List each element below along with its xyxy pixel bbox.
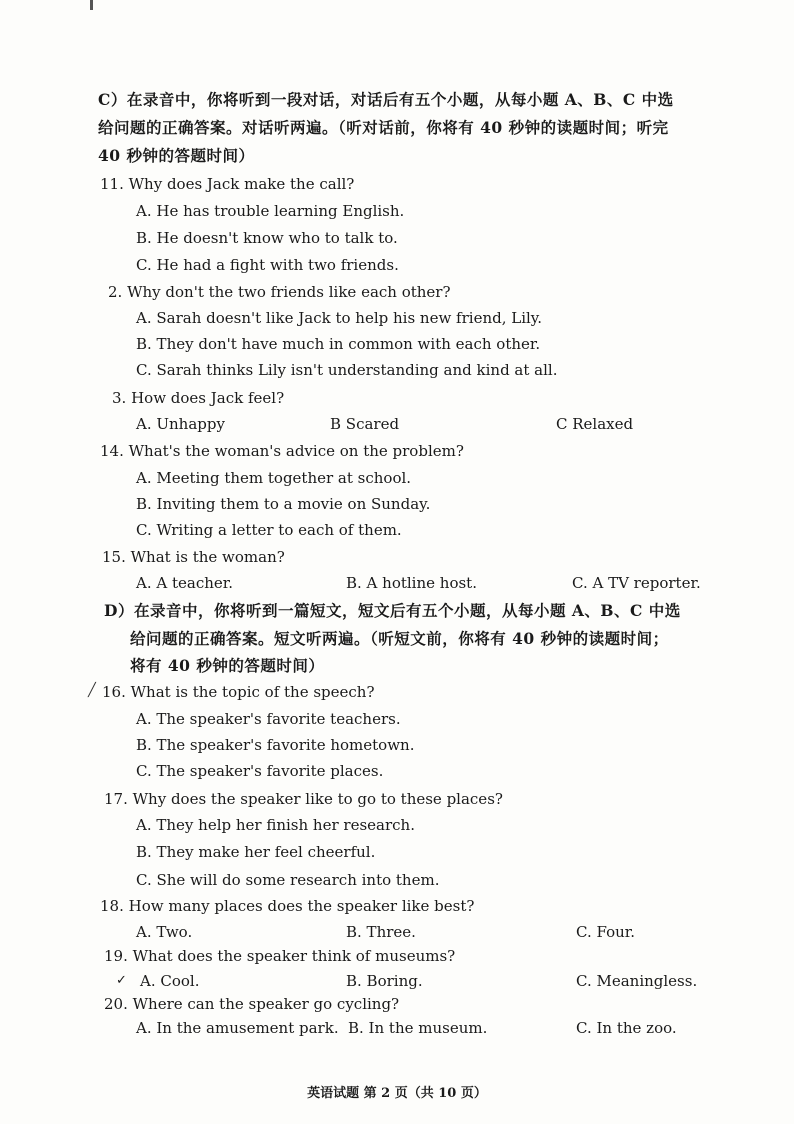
q15-option-b: B. A hotline host. — [346, 574, 477, 592]
q20-option-a: A. In the amusement park. — [136, 1019, 339, 1037]
question-16: 16. What is the topic of the speech? — [102, 683, 375, 701]
q20-options — [0, 1018, 794, 1038]
q15-option-a: A. A teacher. — [136, 574, 234, 592]
section-c-instruction-line3: 40 秒钟的答题时间） — [98, 146, 255, 165]
q16-option-b: B. The speaker's favorite hometown. — [136, 736, 415, 754]
q16-option-a: A. The speaker's favorite teachers. — [136, 710, 401, 728]
pencil-check-mark: ✓ — [116, 973, 127, 988]
question-11: 11. Why does Jack make the call? — [100, 175, 355, 193]
q11-option-b: B. He doesn't know who to talk to. — [136, 229, 398, 247]
question-18: 18. How many places does the speaker like best? — [100, 897, 475, 915]
q17-option-b: B. They make her feel cheerful. — [136, 843, 376, 861]
q18-option-b: B. Three. — [346, 923, 416, 941]
question-13: 3. How does Jack feel? — [112, 389, 285, 407]
q17-option-c: C. She will do some research into them. — [136, 871, 440, 889]
q11-option-c: C. He had a fight with two friends. — [136, 256, 399, 274]
q13-options — [0, 414, 794, 434]
q14-option-b: B. Inviting them to a movie on Sunday. — [136, 495, 431, 513]
question-20: 20. Where can the speaker go cycling? — [104, 995, 400, 1013]
section-c-instruction-line1: C）在录音中，你将听到一段对话，对话后有五个小题，从每小题 A、B、C 中选 — [98, 90, 674, 109]
question-12: 2. Why don't the two friends like each other? — [108, 283, 451, 301]
q20-option-c: C. In the zoo. — [576, 1019, 677, 1037]
q12-option-c: C. Sarah thinks Lily isn't understanding and kind at all. — [136, 361, 558, 379]
q12-option-b: B. They don't have much in common with each other. — [136, 335, 541, 353]
q18-option-c: C. Four. — [576, 923, 636, 941]
q14-option-a: A. Meeting them together at school. — [136, 469, 412, 487]
scan-speck — [90, 0, 93, 10]
q17-option-a: A. They help her finish her research. — [136, 816, 415, 834]
section-d-instruction-line1: D）在录音中，你将听到一篇短文，短文后有五个小题，从每小题 A、B、C 中选 — [104, 601, 681, 620]
q11-option-a: A. He has trouble learning English. — [136, 202, 405, 220]
q19-option-a: A. Cool. — [140, 972, 200, 990]
q13-option-b: B Scared — [330, 415, 400, 433]
pencil-tick-mark: ╱ — [88, 683, 96, 698]
q19-options — [0, 971, 794, 991]
section-d-instruction-line2: 给问题的正确答案。短文听两遍。（听短文前，你将有 40 秒钟的读题时间； — [130, 629, 669, 648]
section-c-instruction-line2: 给问题的正确答案。对话听两遍。（听对话前，你将有 40 秒钟的读题时间；听完 — [98, 118, 669, 137]
page-footer: 英语试题 第 2 页（共 10 页） — [307, 1086, 487, 1101]
q18-options — [0, 922, 794, 942]
q15-options — [0, 573, 794, 593]
q15-option-c: C. A TV reporter. — [572, 574, 701, 592]
q19-option-b: B. Boring. — [346, 972, 423, 990]
q18-option-a: A. Two. — [136, 923, 193, 941]
q12-option-a: A. Sarah doesn't like Jack to help his new friend, Lily. — [136, 309, 543, 327]
question-14: 14. What's the woman's advice on the problem? — [100, 442, 464, 460]
section-d-instruction-line3: 将有 40 秒钟的答题时间） — [130, 656, 325, 675]
question-17: 17. Why does the speaker like to go to these places? — [104, 790, 503, 808]
q13-option-a: A. Unhappy — [136, 415, 225, 433]
q19-option-c: C. Meaningless. — [576, 972, 698, 990]
q13-option-c: C Relaxed — [556, 415, 634, 433]
question-15: 15. What is the woman? — [102, 548, 285, 566]
question-19: 19. What does the speaker think of museums? — [104, 947, 456, 965]
q16-option-c: C. The speaker's favorite places. — [136, 762, 384, 780]
q20-option-b: B. In the museum. — [348, 1019, 488, 1037]
q14-option-c: C. Writing a letter to each of them. — [136, 521, 402, 539]
